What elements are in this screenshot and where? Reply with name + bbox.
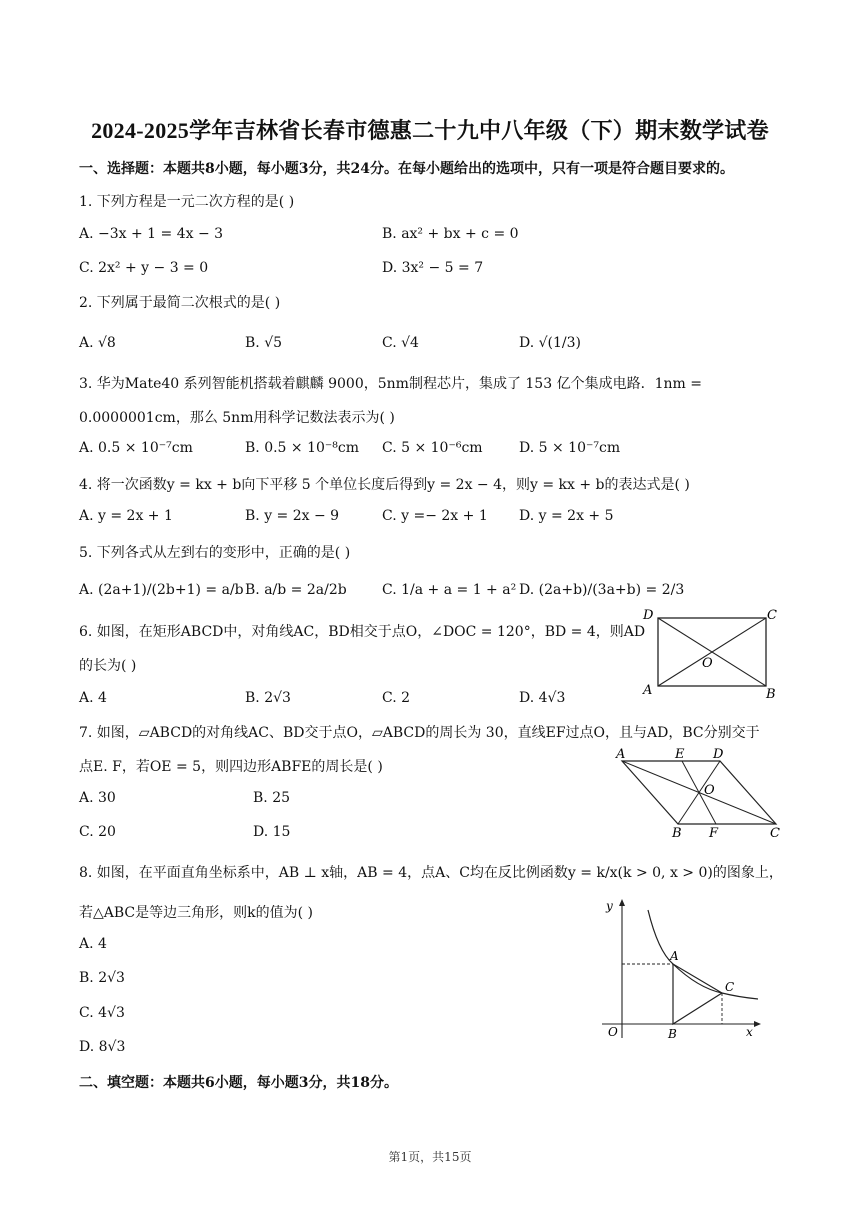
section-1-heading: 一、选择题：本题共8小题，每小题3分，共24分。在每小题给出的选项中，只有一项是符合题目要求的。 bbox=[79, 161, 734, 177]
label-b: B bbox=[672, 826, 682, 840]
parallelogram-figure bbox=[612, 744, 788, 840]
label-e: E bbox=[675, 747, 685, 762]
question-3-stem-line-1: 3. 华为Mate40 系列智能机搭载着麒麟 9000，5nm制程芯片，集成了 153 亿个集成电路．1nm = bbox=[79, 376, 702, 392]
question-6-option-b: B. 2√3 bbox=[245, 690, 291, 706]
question-5-option-d: D. (2a+b)/(3a+b) = 2/3 bbox=[519, 582, 685, 598]
question-5-option-a: A. (2a+1)/(2b+1) = a/b bbox=[79, 582, 244, 598]
label-d: D bbox=[643, 608, 654, 623]
question-7-option-d: D. 15 bbox=[253, 824, 291, 840]
question-5-option-b: B. a/b = 2a/2b bbox=[245, 582, 347, 598]
question-3-option-c: C. 5 × 10⁻⁶cm bbox=[382, 440, 483, 456]
question-5-stem: 5. 下列各式从左到右的变形中，正确的是( ) bbox=[79, 545, 351, 561]
coordinate-figure bbox=[598, 896, 766, 1042]
question-3-option-d: D. 5 × 10⁻⁷cm bbox=[519, 440, 621, 456]
label-f: F bbox=[709, 826, 719, 840]
question-8-option-d: D. 8√3 bbox=[79, 1039, 126, 1055]
rectangle-figure bbox=[636, 604, 784, 700]
page-title: 2024-2025学年吉林省长春市德惠二十九中八年级（下）期末数学试卷 bbox=[91, 118, 769, 143]
triangle-abc bbox=[673, 964, 722, 1024]
question-2-option-a: A. √8 bbox=[79, 335, 116, 351]
question-7-option-a: A. 30 bbox=[79, 790, 116, 806]
question-4-stem: 4. 将一次函数y = kx + b向下平移 5 个单位长度后得到y = 2x − 4，则y = kx + b的表达式是( ) bbox=[79, 477, 690, 493]
label-a: A bbox=[616, 747, 626, 762]
label-o: O bbox=[702, 656, 713, 671]
question-7-option-b: B. 25 bbox=[253, 790, 291, 806]
question-6-stem-line-2: 的长为( ) bbox=[79, 658, 137, 674]
label-c: C bbox=[770, 826, 780, 840]
page-footer: 第1页，共15页 bbox=[388, 1150, 472, 1164]
question-7-stem-line-2: 点E. F，若OE = 5，则四边形ABFE的周长是( ) bbox=[79, 759, 383, 775]
question-3-stem-line-2: 0.0000001cm，那么 5nm用科学记数法表示为( ) bbox=[79, 410, 395, 426]
question-2-option-b: B. √5 bbox=[245, 335, 283, 351]
question-1-option-b: B. ax² + bx + c = 0 bbox=[382, 226, 519, 242]
question-6-stem-line-1: 6. 如图，在矩形ABCD中，对角线AC，BD相交于点O，∠DOC = 120°，BD = 4，则AD bbox=[79, 624, 646, 640]
question-8-option-a: A. 4 bbox=[79, 936, 107, 952]
label-o: O bbox=[608, 1025, 618, 1039]
label-c: C bbox=[725, 980, 735, 994]
label-o: O bbox=[704, 783, 715, 798]
question-4-option-c: C. y =− 2x + 1 bbox=[382, 508, 488, 524]
label-x: x bbox=[746, 1025, 753, 1039]
question-1-option-c: C. 2x² + y − 3 = 0 bbox=[79, 260, 209, 276]
y-axis-arrow bbox=[619, 899, 625, 906]
question-6-option-a: A. 4 bbox=[79, 690, 107, 706]
label-d: D bbox=[713, 747, 724, 762]
label-a: A bbox=[643, 683, 653, 698]
label-a: A bbox=[670, 949, 679, 963]
question-8-stem-line-1: 8. 如图，在平面直角坐标系中，AB ⊥ x轴，AB = 4，点A、C均在反比例函数y = k/x(k > 0, x > 0)的图象上， bbox=[79, 865, 783, 881]
question-4-option-d: D. y = 2x + 5 bbox=[519, 508, 614, 524]
question-7-stem-line-1: 7. 如图，▱ABCD的对角线AC、BD交于点O，▱ABCD的周长为 30，直线EF过点O，且与AD，BC分别交于 bbox=[79, 725, 760, 741]
question-4-option-a: A. y = 2x + 1 bbox=[79, 508, 173, 524]
question-1-stem: 1. 下列方程是一元二次方程的是( ) bbox=[79, 194, 295, 210]
question-3-option-a: A. 0.5 × 10⁻⁷cm bbox=[79, 440, 193, 456]
question-7-option-c: C. 20 bbox=[79, 824, 116, 840]
question-8-option-c: C. 4√3 bbox=[79, 1005, 125, 1021]
question-8-option-b: B. 2√3 bbox=[79, 970, 125, 986]
question-8-stem-line-2: 若△ABC是等边三角形，则k的值为( ) bbox=[79, 905, 313, 921]
label-c: C bbox=[767, 608, 777, 623]
label-y: y bbox=[606, 899, 613, 913]
hyperbola-curve bbox=[648, 910, 758, 999]
question-4-option-b: B. y = 2x − 9 bbox=[245, 508, 340, 524]
x-axis-arrow bbox=[754, 1021, 761, 1027]
question-1-option-a: A. −3x + 1 = 4x − 3 bbox=[79, 226, 224, 242]
question-5-option-c: C. 1/a + a = 1 + a² bbox=[382, 582, 517, 598]
question-1-option-d: D. 3x² − 5 = 7 bbox=[382, 260, 484, 276]
question-2-option-d: D. √(1/3) bbox=[519, 335, 582, 351]
label-b: B bbox=[766, 687, 776, 700]
section-2-heading: 二、填空题：本题共6小题，每小题3分，共18分。 bbox=[79, 1075, 398, 1091]
question-6-option-c: C. 2 bbox=[382, 690, 411, 706]
question-2-stem: 2. 下列属于最简二次根式的是( ) bbox=[79, 295, 281, 311]
question-3-option-b: B. 0.5 × 10⁻⁸cm bbox=[245, 440, 360, 456]
question-6-option-d: D. 4√3 bbox=[519, 690, 566, 706]
question-2-option-c: C. √4 bbox=[382, 335, 419, 351]
label-b: B bbox=[668, 1027, 677, 1041]
